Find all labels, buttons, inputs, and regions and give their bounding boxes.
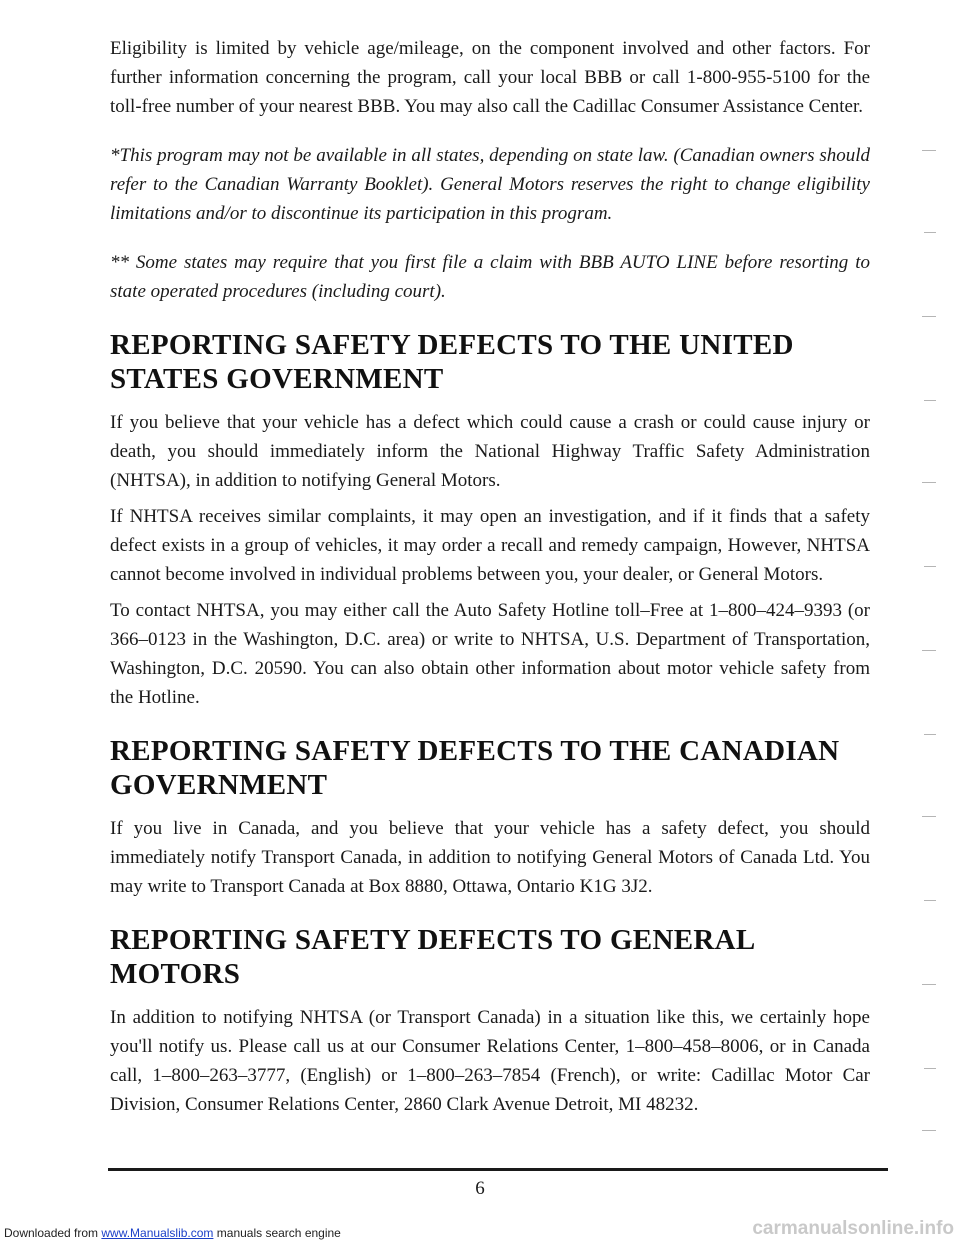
scan-mark <box>924 400 936 401</box>
bbb-footnote: ** Some states may require that you first file a claim with BBB AUTO LINE before resorting to state operated procedures (including court). <box>110 252 870 302</box>
watermark-text: carmanualsonline.info <box>752 1218 954 1239</box>
footer-rule <box>108 1168 888 1171</box>
heading-general-motors: REPORTING SAFETY DEFECTS TO GENERAL MOTORS <box>110 924 754 990</box>
scan-mark <box>922 150 936 151</box>
heading-us-government: REPORTING SAFETY DEFECTS TO THE UNITED STATES GOVERNMENT <box>110 329 794 395</box>
us-paragraph-1: If you believe that your vehicle has a defect which could cause a crash or could cause injury or death, you should immediately inform the National Highway Traffic Safety Administration (NHTSA), in addition to notifying General Motors. <box>110 412 870 491</box>
scan-mark <box>924 566 936 567</box>
gm-paragraph-1: In addition to notifying NHTSA (or Transport Canada) in a situation like this, we certainly hope you'll notify us. Please call us at our Consumer Relations Center, 1–800–458–8006, or in Canada call, 1–800–263–3777, (English) or 1–800–263–7854 (French), or write: Cadillac Motor Car Division, Consumer Relations Center, 2860 Clark Avenue Detroit, MI 48232. <box>110 1007 870 1115</box>
eligibility-paragraph: Eligibility is limited by vehicle age/mileage, on the component involved and other factors. For further information concerning the program, call your local BBB or call 1-800-955-5100 for the toll-free number of your nearest BBB. You may also call the Cadillac Consumer Assistance Center. <box>110 38 870 117</box>
page-content <box>110 34 870 1119</box>
scan-mark <box>922 316 936 317</box>
page-number: 6 <box>475 1178 485 1199</box>
canada-paragraph-1: If you live in Canada, and you believe that your vehicle has a safety defect, you should immediately notify Transport Canada, in addition to notifying General Motors of Canada Ltd. You may write to Transport Canada at Box 8880, Ottawa, Ontario K1G 3J2. <box>110 818 870 897</box>
scan-mark <box>922 984 936 985</box>
scan-mark <box>922 650 936 651</box>
banner-suffix: manuals search engine <box>213 1226 341 1240</box>
scan-mark <box>924 734 936 735</box>
scan-mark <box>924 232 936 233</box>
scan-mark <box>924 900 936 901</box>
program-footnote: *This program may not be available in all states, depending on state law. (Canadian owners should refer to the Canadian Warranty Booklet). General Motors reserves the right to change eligibility limitations and/or to discontinue its participation in this program. <box>110 145 870 224</box>
scan-mark <box>922 482 936 483</box>
download-banner <box>4 1226 341 1240</box>
us-paragraph-2: If NHTSA receives similar complaints, it may open an investigation, and if it finds that a safety defect exists in a group of vehicles, it may order a recall and remedy campaign, However, NHTSA cannot become involved in individual problems between you, your dealer, or General Motors. <box>110 506 870 585</box>
scan-mark <box>924 1068 936 1069</box>
manualslib-link[interactable]: www.Manualslib.com <box>101 1226 214 1240</box>
scan-mark <box>922 1130 936 1131</box>
us-paragraph-3: To contact NHTSA, you may either call the Auto Safety Hotline toll–Free at 1–800–424–9393 (or 366–0123 in the Washington, D.C. area) or write to NHTSA, U.S. Department of Transportation, Washington, D.C. 20590. You can also obtain other information about motor vehicle safety from the Hotline. <box>110 600 870 708</box>
banner-prefix: Downloaded from <box>4 1226 102 1240</box>
scan-mark <box>922 816 936 817</box>
heading-canadian-government: REPORTING SAFETY DEFECTS TO THE CANADIAN GOVERNMENT <box>110 735 840 801</box>
